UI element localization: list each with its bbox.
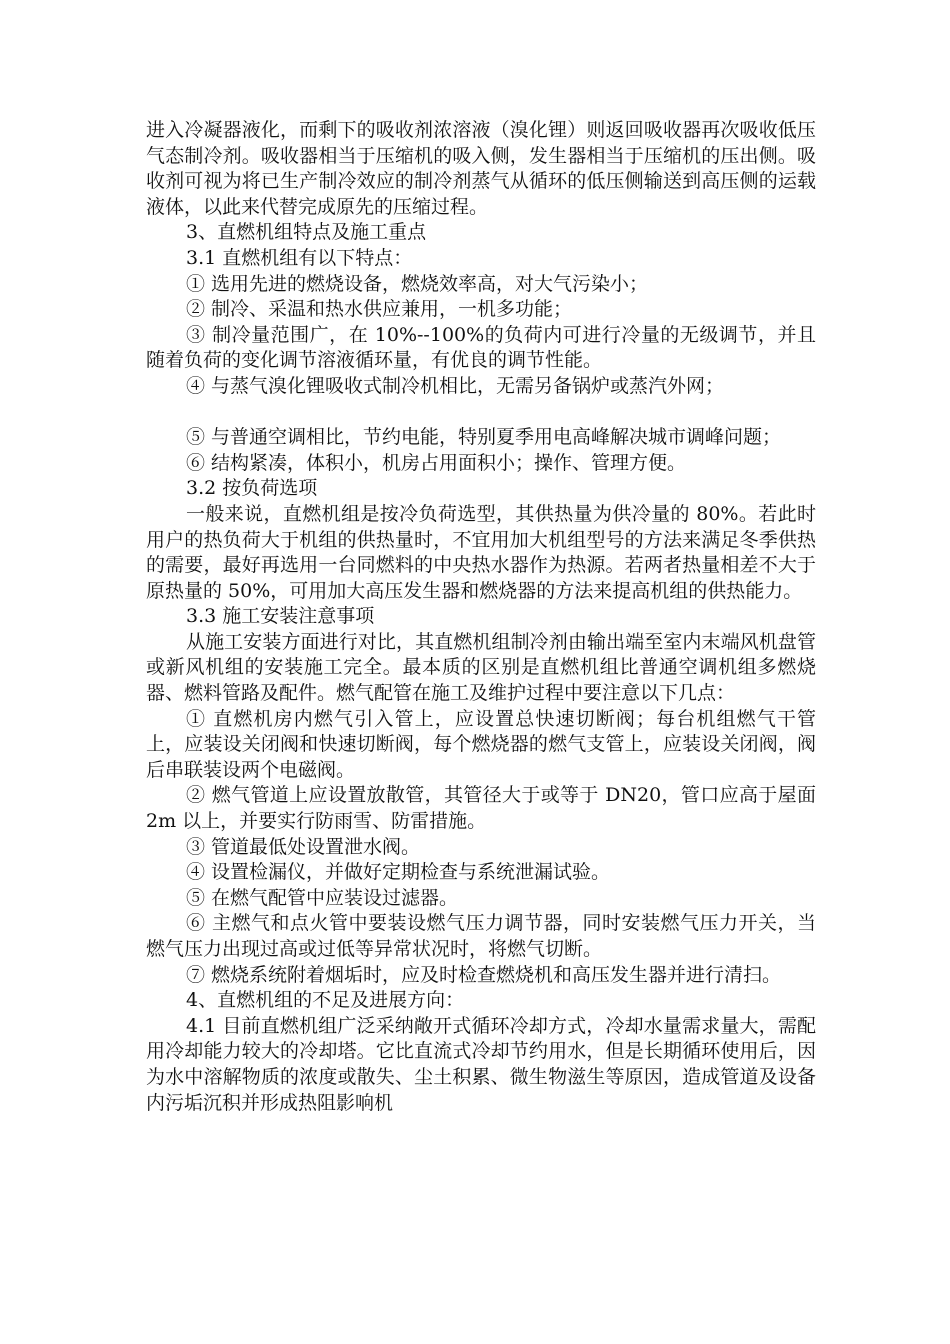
paragraph-installation: 从施工安装方面进行对比，其直燃机组制冷剂由输出端至室内末端风机盘管或新风机组的安装施工完全。最本质的区别是直燃机组比普通空调机组多燃烧器、燃料管路及配件。燃气配管在施工及维护过程中要注意以下几点： (146, 630, 816, 705)
subheading-3-3: 3.3 施工安装注意事项 (186, 605, 375, 628)
document-body (146, 118, 816, 1116)
gas-item-1: ① 直燃机房内燃气引入管上，应设置总快速切断阀；每台机组燃气干管上，应装设关闭阀和快速切断阀，每个燃烧器的燃气支管上，应装设关闭阀，阀后串联装设两个电磁阀。 (146, 707, 816, 781)
subheading-3-1: 3.1 直燃机组有以下特点： (186, 246, 413, 269)
feature-item-1: ① 选用先进的燃烧设备，燃烧效率高，对大气污染小； (186, 272, 649, 295)
subheading-3-2: 3.2 按负荷选项 (186, 477, 318, 500)
feature-item-3: ③ 制冷量范围广，在 10%--100%的负荷内可进行冷量的无级调节，并且随着负荷的变化调节溶液循环量，有优良的调节性能。 (146, 323, 816, 372)
gas-item-7: ⑦ 燃烧系统附着烟垢时，应及时检查燃烧机和高压发生器并进行清扫。 (186, 963, 782, 986)
paragraph-4-1: 4.1 目前直燃机组广泛采纳敞开式循环冷却方式，冷却水量需求量大，需配用冷却能力较大的冷却塔。它比直流式冷却节约用水，但是长期循环使用后，因为水中溶解物质的浓度或散失、尘土积累、微生物滋生等原因，造成管道及设备内污垢沉积并形成热阻影响机 (146, 1014, 816, 1114)
section-heading-4: 4、直燃机组的不足及进展方向： (186, 989, 465, 1012)
feature-item-6: ⑥ 结构紧凑，体积小，机房占用面积小；操作、管理方便。 (186, 451, 687, 474)
gas-item-5: ⑤ 在燃气配管中应装设过滤器。 (186, 886, 459, 909)
gas-item-4: ④ 设置检漏仪，并做好定期检查与系统泄漏试验。 (186, 861, 611, 884)
paragraph-load-selection: 一般来说，直燃机组是按冷负荷选型，其供热量为供冷量的 80%。若此时用户的热负荷大于机组的供热量时，不宜用加大机组型号的方法来满足冬季供热的需要，最好再选用一台同燃料的中央热水器作为热源。若两者热量相差不大于原热量的 50%，可用加大高压发生器和燃烧器的方法来提高机组的供热能力。 (146, 502, 816, 602)
blank-line (146, 400, 816, 426)
gas-item-6: ⑥ 主燃气和点火管中要装设燃气压力调节器，同时安装燃气压力开关，当燃气压力出现过高或过低等异常状况时，将燃气切断。 (146, 912, 816, 960)
feature-item-2: ② 制冷、采温和热水供应兼用，一机多功能； (186, 298, 573, 321)
gas-item-2: ② 燃气管道上应设置放散管，其管径大于或等于 DN20，管口应高于屋面 2m 以上，并要实行防雨雪、防雷措施。 (146, 784, 816, 833)
feature-item-4: ④ 与蒸气溴化锂吸收式制冷机相比，无需另备锅炉或蒸汽外网； (186, 374, 725, 397)
feature-item-5: ⑤ 与普通空调相比，节约电能，特别夏季用电高峰解决城市调峰问题； (186, 426, 782, 449)
section-heading-3: 3、直燃机组特点及施工重点 (186, 221, 427, 244)
gas-item-3: ③ 管道最低处设置泄水阀。 (186, 835, 421, 858)
paragraph-intro-continuation: 进入冷凝器液化，而剩下的吸收剂浓溶液（溴化锂）则返回吸收器再次吸收低压气态制冷剂。吸收器相当于压缩机的吸入侧，发生器相当于压缩机的压出侧。吸收剂可视为将已生产制冷效应的制冷剂蒸气从循环的低压侧输送到高压侧的运载液体，以此来代替完成原先的压缩过程。 (146, 119, 816, 218)
